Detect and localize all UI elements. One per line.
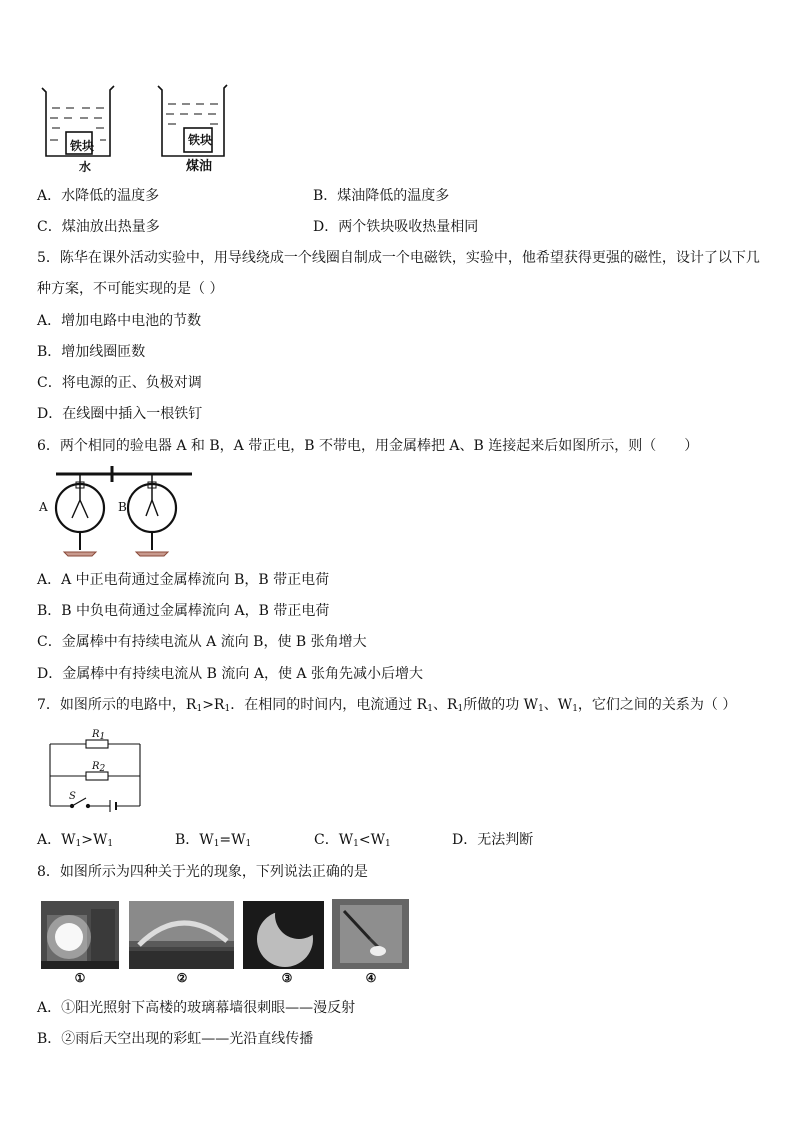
r2-label: $R_2$ (92, 761, 106, 774)
q4-option-d: D．两个铁块吸收热量相同 (313, 219, 479, 235)
beaker2-block-label: 铁块 (188, 133, 213, 147)
q6-option-c: C．金属棒中有持续电流从 A 流向 B，使 B 张角增大 (37, 634, 367, 650)
q5-stem-line2: 种方案，不可能实现的是（ ） (37, 281, 224, 297)
q6-option-b: B．B 中负电荷通过金属棒流向 A，B 带正电荷 (37, 603, 330, 619)
switch-label: S (69, 791, 76, 802)
q5-option-b: B．增加线圈匝数 (37, 344, 146, 360)
photo-glass-curtain-wall (41, 901, 119, 969)
beaker1-block-label: 铁块 (70, 139, 95, 153)
photo-caption-4: ④ (365, 971, 377, 985)
q7-stem: 7．如图所示的电路中，$R_1>R_1$．在相同的时间内，电流通过 $R_1$、$R_1$所做的功 $W_1$、$W_1$，它们之间的关系为（ ） (37, 697, 737, 714)
q6-option-d: D．金属棒中有持续电流从 B 流向 A，使 A 张角先减小后增大 (37, 666, 423, 682)
photo-caption-1: ① (74, 971, 86, 985)
q6-option-a: A．A 中正电荷通过金属棒流向 B，B 带正电荷 (37, 572, 330, 588)
q7-option-c: C．$W_1<W_1$ (314, 832, 391, 849)
q6-stem: 6．两个相同的验电器 A 和 B，A 带正电，B 不带电，用金属棒把 A、B 连接起来后如图所示，则（ ） (37, 438, 699, 454)
photo-spoon-in-water (332, 899, 409, 969)
q5-option-c: C．将电源的正、负极对调 (37, 375, 202, 391)
q4-option-c: C．煤油放出热量多 (37, 219, 160, 235)
beaker2-liquid-label: 煤油 (186, 159, 213, 174)
electroscope-a (56, 474, 104, 556)
q5-option-d: D．在线圈中插入一根铁钉 (37, 406, 203, 422)
q5-stem-line1: 5．陈华在课外活动实验中，用导线绕成一个线圈自制成一个电磁铁，实验中，他希望获得更强的磁性，设计了以下几 (37, 250, 760, 266)
q4-option-a: A．水降低的温度多 (37, 188, 160, 204)
q7-option-d: D．无法判断 (452, 832, 534, 848)
electroscope-b-label: B (118, 500, 127, 514)
photo-rainbow (129, 901, 234, 969)
photo-caption-3: ③ (281, 971, 293, 985)
q8-option-b: B．②雨后天空出现的彩虹——光沿直线传播 (37, 1031, 314, 1047)
q4-option-b: B．煤油降低的温度多 (313, 188, 450, 204)
q5-option-a: A．增加电路中电池的节数 (37, 313, 202, 329)
beaker1-liquid-label: 水 (79, 160, 92, 174)
q7-option-b: B．$W_1=W_1$ (175, 832, 252, 849)
electroscope-b (128, 474, 176, 556)
q8-stem: 8．如图所示为四种关于光的现象，下列说法正确的是 (37, 864, 368, 880)
q7-option-a: A．$W_1>W_1$ (37, 832, 114, 849)
photo-solar-eclipse (243, 901, 324, 969)
r1-label: $R_1$ (92, 729, 106, 742)
photo-caption-2: ② (176, 971, 188, 985)
electroscope-a-label: A (39, 500, 48, 514)
q8-option-a: A．①阳光照射下高楼的玻璃幕墙很刺眼——漫反射 (37, 1000, 356, 1016)
